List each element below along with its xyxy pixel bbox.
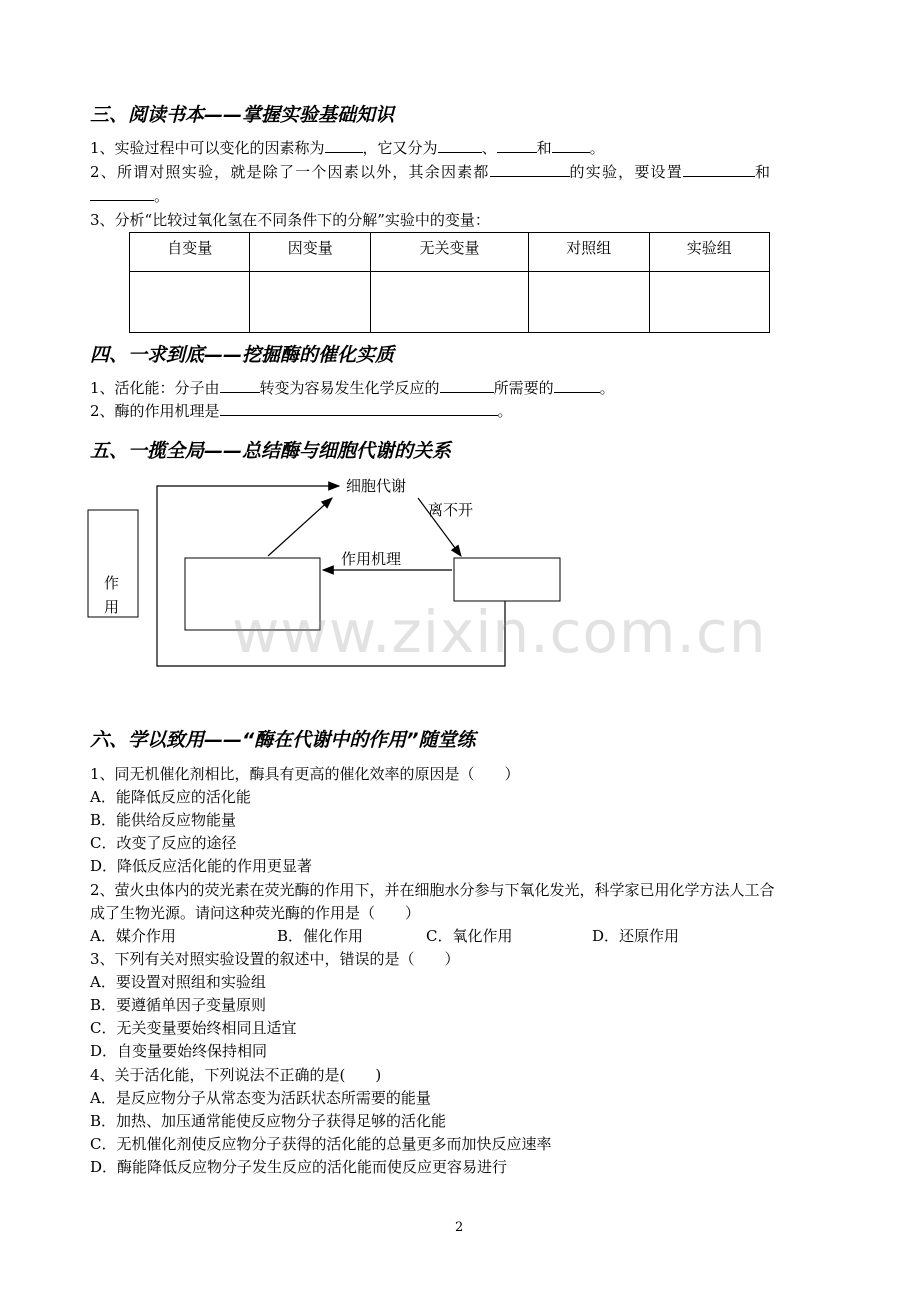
question-3-option: A．要设置对照组和实验组 (90, 973, 266, 991)
q2-text-b: 的实验，要设置 (569, 163, 683, 181)
question-1-option: B．能供给反应物能量 (90, 811, 237, 829)
question-2-option: D．还原作用 (592, 927, 680, 945)
question-1-stem: 1、同无机催化剂相比，酶具有更高的催化效率的原因是（ ） (90, 765, 520, 783)
table-header-cell: 无关变量 (370, 233, 528, 272)
table-header-cell: 自变量 (130, 233, 250, 272)
question-2-stem-line2: 成了生物光源。请问这种荧光酶的作用是（ ） (90, 904, 421, 922)
section3-question-3: 3、分析“比较过氧化氢在不同条件下的分解”实验中的变量： (90, 211, 490, 229)
question-4-option: D．酶能降低反应物分子发生反应的活化能而使反应更容易进行 (90, 1158, 508, 1176)
question-4-option: C．无机催化剂使反应物分子获得的活化能的总量更多而加快反应速率 (90, 1135, 552, 1153)
right-inner-box (454, 558, 560, 601)
question-3-stem: 3、下列有关对照实验设置的叙述中，错误的是（ ） (90, 950, 460, 968)
page-number: 2 (455, 1220, 464, 1235)
diagram-top-label: 细胞代谢 (346, 477, 407, 495)
q1-text-d: 和 (536, 139, 552, 157)
s4q1-text-a: 1、活化能：分子由 (90, 379, 220, 397)
table-header-cell: 实验组 (649, 233, 770, 272)
question-1-option: A．能降低反应的活化能 (90, 788, 251, 806)
q2-text-c: 和 (754, 163, 772, 181)
question-2-stem-line1: 2、萤火虫体内的荧光素在荧光酶的作用下，并在细胞水分参与下氧化发光，科学家已用化学方法人工合 (90, 881, 775, 899)
q2-text-e: 。 (154, 187, 170, 205)
q1-text-c: 、 (481, 139, 497, 157)
question-3-option: B．要遵循单因子变量原则 (90, 996, 267, 1014)
s4q2-text-b: 。 (497, 402, 513, 420)
table-header-cell: 因变量 (250, 233, 370, 272)
q1-text-a: 1、实验过程中可以变化的因素称为 (90, 139, 325, 157)
diagram-middle-label: 作用机理 (341, 550, 402, 568)
question-2-option: C．氧化作用 (426, 927, 513, 945)
question-4-stem: 4、关于活化能，下列说法不正确的是( ) (90, 1066, 382, 1084)
question-2-option: B．催化作用 (277, 927, 364, 945)
q1-text-b: ，它又分为 (362, 139, 438, 157)
s4q1-text-b: 转变为容易发生化学反应的 (259, 379, 440, 397)
section5-heading: 五、一揽全局——总结酶与细胞代谢的关系 (90, 440, 452, 462)
section4-heading: 四、一求到底——挖掘酶的催化实质 (90, 344, 395, 366)
s4q1-text-d: 。 (599, 379, 615, 397)
question-2-option: A．媒介作用 (90, 927, 176, 945)
section3-heading: 三、阅读书本——掌握实验基础知识 (90, 104, 395, 126)
diagram-right-label: 离不开 (428, 501, 474, 519)
q2-text-a: 2、所谓对照实验，就是除了一个因素以外，其余因素都 (90, 163, 490, 181)
watermark: www.zixin.com.cn (232, 598, 767, 666)
diagram-left-label-1: 作 (104, 574, 120, 592)
q1-text-e: 。 (589, 139, 605, 157)
question-4-option: A．是反应物分子从常态变为活跃状态所需要的能量 (90, 1089, 431, 1107)
s4q2-text-a: 2、酶的作用机理是 (90, 402, 220, 420)
diagonal-arrow-up (268, 498, 332, 556)
question-4-option: B．加热、加压通常能使反应物分子获得足够的活化能 (90, 1112, 447, 1130)
s4q1-text-c: 所需要的 (493, 379, 554, 397)
table-header-cell: 对照组 (529, 233, 649, 272)
question-3-option: C．无关变量要始终相同且适宜 (90, 1019, 297, 1037)
question-1-option: C．改变了反应的途径 (90, 834, 237, 852)
diagram-left-label-2: 用 (104, 598, 120, 616)
question-1-option: D．降低反应活化能的作用更显著 (90, 857, 313, 875)
question-3-option: D．自变量要始终保持相同 (90, 1042, 268, 1060)
section6-heading: 六、学以致用——“酶在代谢中的作用”随堂练 (90, 729, 476, 751)
